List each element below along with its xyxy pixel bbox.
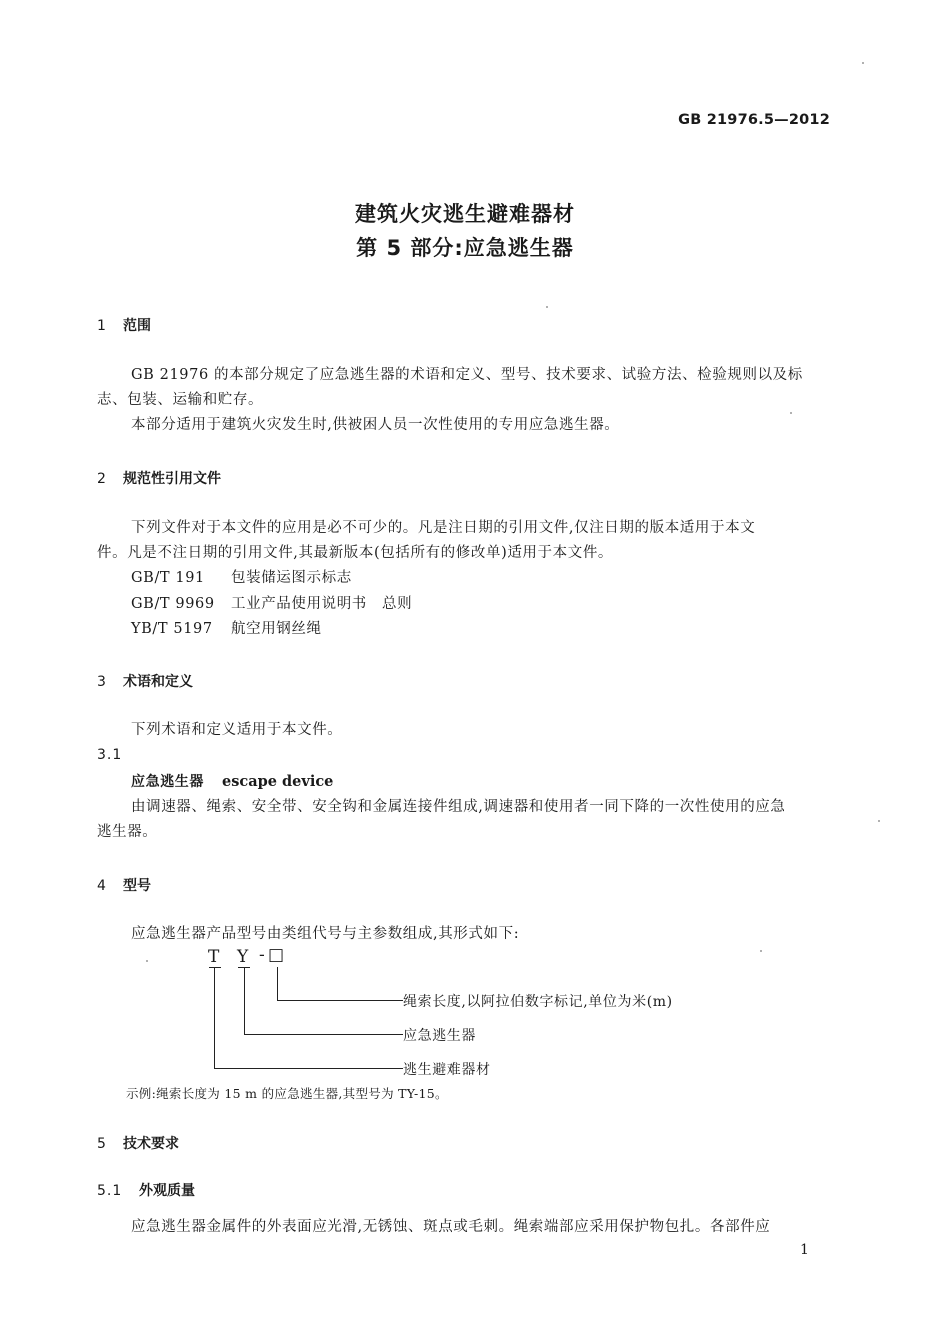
section-number: 5 (97, 1136, 106, 1152)
section-number: 4 (97, 878, 106, 894)
reference-title: 航空用钢丝绳 (231, 621, 322, 637)
document-title-line2: 第 5 部分:应急逃生器 (356, 236, 574, 260)
appearance-paragraph-line1: 应急逃生器金属件的外表面应光滑,无锈蚀、斑点或毛刺。绳索端部应采用保护物包扎。各部件应 (131, 1219, 771, 1235)
code-letter-y: Y (237, 947, 249, 967)
terms-intro: 下列术语和定义适用于本文件。 (131, 722, 343, 738)
model-label-rope-length: 绳索长度,以阿拉伯数字标记,单位为米(m) (403, 994, 673, 1010)
model-intro: 应急逃生器产品型号由类组代号与主参数组成,其形式如下: (131, 926, 520, 942)
model-example-note: 示例:绳索长度为 15 m 的应急逃生器,其型号为 TY-15。 (126, 1086, 448, 1101)
connector-vertical (214, 967, 215, 1069)
reference-item (131, 592, 412, 617)
reference-item (131, 566, 352, 591)
code-parameter-box: □ (268, 945, 285, 965)
scan-speck (546, 306, 548, 308)
term-english: escape device (222, 773, 334, 790)
document-title-line1: 建筑火灾逃生避难器材 (355, 202, 575, 226)
section-heading-technical-requirements (97, 1133, 179, 1153)
connector-vertical (277, 967, 278, 1001)
scan-speck (146, 960, 148, 962)
reference-code: GB/T 191 (131, 570, 205, 586)
code-underline (209, 967, 221, 968)
connector-vertical (244, 967, 245, 1035)
section-heading-normative-references (97, 468, 221, 488)
scan-speck (862, 62, 864, 64)
code-dash: - (259, 945, 265, 965)
reference-item (131, 617, 322, 642)
term-definition-line1: 由调速器、绳索、安全带、安全钩和金属连接件组成,调速器和使用者一同下降的一次性使用的应急 (131, 799, 786, 815)
scope-paragraph-line1: GB 21976 的本部分规定了应急逃生器的术语和定义、型号、技术要求、试验方法、检验规则以及标 (131, 367, 803, 383)
section-title: 型号 (123, 878, 151, 894)
section-number: 1 (97, 318, 106, 334)
scope-paragraph-2: 本部分适用于建筑火灾发生时,供被困人员一次性使用的专用应急逃生器。 (131, 417, 620, 433)
section-number: 3 (97, 674, 106, 690)
section-heading-model (97, 875, 151, 895)
normative-refs-paragraph-line2: 件。凡是不注日期的引用文件,其最新版本(包括所有的修改单)适用于本文件。 (97, 545, 614, 561)
scope-paragraph-line2: 志、包装、运输和贮存。 (97, 392, 264, 408)
normative-refs-paragraph-line1: 下列文件对于本文件的应用是必不可少的。凡是注日期的引用文件,仅注日期的版本适用于本文 (131, 520, 756, 536)
term-entry (131, 769, 333, 795)
standard-code: GB 21976.5—2012 (678, 112, 830, 128)
subsection-number-3-1: 3.1 (97, 747, 123, 763)
section-title: 技术要求 (123, 1136, 179, 1152)
code-letter-t: T (208, 947, 220, 967)
subsection-heading-appearance (97, 1180, 195, 1200)
term-chinese: 应急逃生器 (131, 774, 204, 790)
section-title: 规范性引用文件 (123, 471, 221, 487)
connector-horizontal (214, 1068, 403, 1069)
reference-title: 包装储运图示标志 (231, 570, 352, 586)
reference-title: 工业产品使用说明书 总则 (231, 596, 413, 612)
subsection-number: 5.1 (97, 1183, 123, 1199)
page-number: 1 (800, 1242, 809, 1258)
scan-speck (790, 412, 792, 414)
reference-code: YB/T 5197 (131, 621, 213, 637)
section-title: 术语和定义 (123, 674, 193, 690)
reference-code: GB/T 9969 (131, 596, 215, 612)
section-heading-scope (97, 315, 151, 335)
scan-speck (878, 820, 880, 822)
section-heading-terms (97, 671, 193, 691)
section-title: 范围 (123, 318, 151, 334)
model-label-escape-equipment: 逃生避难器材 (403, 1062, 491, 1078)
term-definition-line2: 逃生器。 (97, 824, 158, 840)
model-label-escape-device: 应急逃生器 (403, 1028, 476, 1044)
connector-horizontal (244, 1034, 403, 1035)
scan-speck (760, 950, 762, 952)
connector-horizontal (277, 1000, 403, 1001)
section-number: 2 (97, 471, 106, 487)
subsection-title: 外观质量 (139, 1183, 195, 1199)
